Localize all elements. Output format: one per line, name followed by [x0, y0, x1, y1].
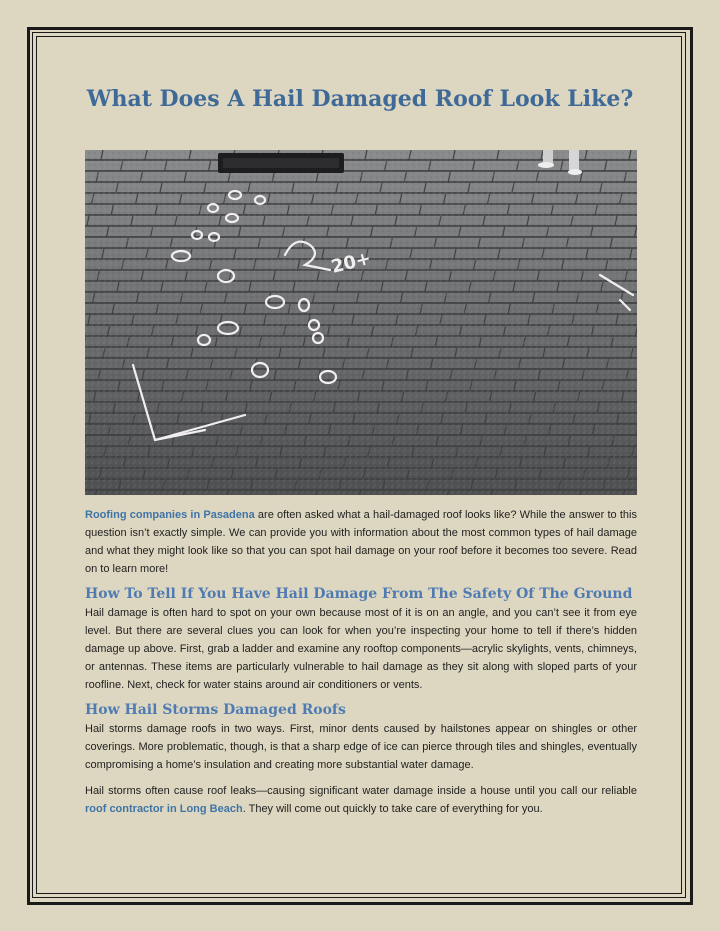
- section2-paragraph: Hail storms damage roofs in two ways. First, minor dents caused by hailstones appear on shingles or other coverings. More problematic, though, is that a sharp edge of ice can pierce through tiles and shingles, eventually compromising a home’s insulation and creating more substantial water damage.: [85, 723, 637, 771]
- page-title: What Does A Hail Damaged Roof Look Like?: [86, 86, 634, 112]
- chalk-annotation: 20+: [329, 247, 374, 278]
- section1-heading: How To Tell If You Have Hail Damage From The Safety Of The Ground: [85, 586, 633, 602]
- pasadena-roofing-link[interactable]: Roofing companies in Pasadena: [85, 509, 255, 521]
- closing-text-before: Hail storms often cause roof leaks—causing significant water damage inside a house until you call our reliable: [85, 785, 637, 797]
- closing-text-after: . They will come out quickly to take care of everything for you.: [242, 803, 543, 815]
- hail-damaged-roof-photo: [85, 150, 637, 495]
- long-beach-contractor-link[interactable]: roof contractor in Long Beach: [85, 803, 243, 815]
- intro-text: are often asked what a hail-damaged roof looks like? While the answer to this question isn’t exactly simple. We can provide you with information about the most common types of hail damage and what they might look like so that you can spot hail damage on your roof before it becomes too severe. Read on to learn more!: [85, 509, 637, 575]
- closing-paragraph: [85, 782, 637, 818]
- article-body: [85, 506, 637, 818]
- section1-paragraph: Hail damage is often hard to spot on your own because most of it is on an angle, and you can’t see it from eye level. But there are several clues you can look for when you’re inspecting your home to tell if there’s hidden damage up above. First, grab a ladder and examine any rooftop components—acrylic skylights, vents, chimneys, or antennas. These items are particularly vulnerable to hail damage as they sit along with sloped parts of your roofline. Next, check for water stains around air conditioners or vents.: [85, 607, 637, 691]
- section2-heading: How Hail Storms Damaged Roofs: [85, 702, 346, 718]
- intro-paragraph: [85, 506, 637, 578]
